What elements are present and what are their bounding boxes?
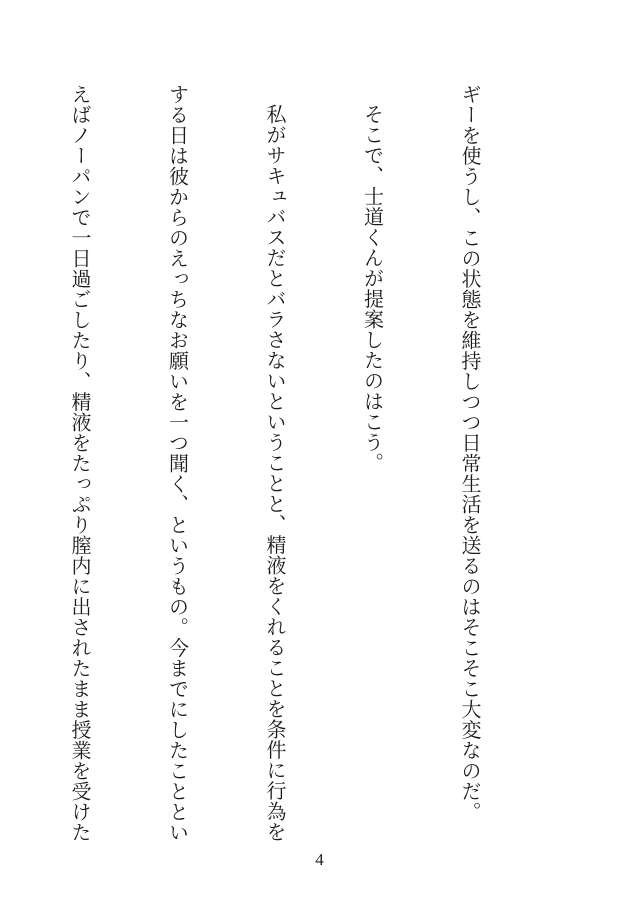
page-number: 4 [315, 850, 324, 869]
body-text [0, 84, 551, 843]
text-line: する日は彼からのえっちなお願いを一つ聞く、というもの。今までにしたこととい [165, 84, 190, 843]
text-line: ギーを使うし、この状態を維持しつつ日常生活を送るのはそこそこ大変なのだ。 [458, 84, 482, 822]
text-line: そこで、士道くんが提案したのはこう。 [360, 104, 385, 473]
text-line: えばノーパンで一日過ごしたり、精液をたっぷり膣内に出されたまま授業を受けた [68, 84, 92, 843]
text-line: 私がサキュバスだとバラさないということと、精液をくれることを条件に行為を [263, 104, 287, 842]
